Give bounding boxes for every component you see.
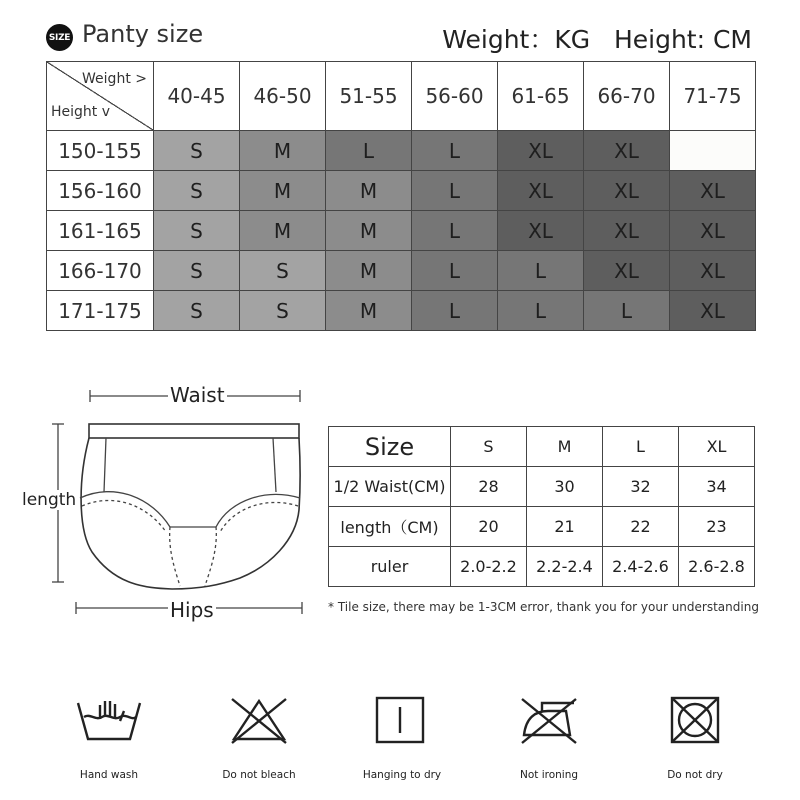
care-label: Do not bleach [222, 769, 296, 781]
care-label: Do not dry [667, 769, 723, 781]
measurement-cell: 34 [679, 467, 755, 507]
error-note: * Tile size, there may be 1-3CM error, thank you for your understanding [328, 600, 759, 614]
weight-range-header: 46-50 [240, 62, 326, 131]
care-item-hang-dry [347, 695, 457, 781]
care-label: Not ironing [519, 769, 579, 781]
measurement-label-cell: 1/2 Waist(CM) [329, 467, 451, 507]
size-cell: M [240, 131, 326, 171]
measurement-header-cell: XL [679, 427, 755, 467]
size-cell: L [412, 291, 498, 331]
measurement-cell: 2.4-2.6 [603, 547, 679, 587]
measurement-cell: 2.2-2.4 [527, 547, 603, 587]
measurement-cell: 30 [527, 467, 603, 507]
size-cell: M [326, 291, 412, 331]
size-chart-table [46, 61, 756, 331]
measurement-cell: 28 [451, 467, 527, 507]
waist-label: Waist [170, 383, 225, 407]
measurement-label-cell: length（CM) [329, 507, 451, 547]
size-cell [670, 131, 756, 171]
measurement-table [328, 426, 755, 587]
size-cell: L [412, 211, 498, 251]
size-cell: XL [498, 211, 584, 251]
size-chart-header-row [47, 62, 756, 131]
weight-range-header: 51-55 [326, 62, 412, 131]
size-cell: L [412, 131, 498, 171]
size-cell: XL [670, 211, 756, 251]
size-cell: L [498, 251, 584, 291]
size-cell: M [326, 211, 412, 251]
size-cell: L [412, 251, 498, 291]
size-cell: S [154, 211, 240, 251]
care-label: Hand wash [79, 769, 139, 781]
measurement-header-row [329, 427, 755, 467]
measurement-row [329, 547, 755, 587]
size-cell: M [326, 251, 412, 291]
height-range-cell: 150-155 [47, 131, 154, 171]
size-chart-row [47, 171, 756, 211]
size-cell: S [154, 131, 240, 171]
measurement-header-cell: Size [329, 427, 451, 467]
measurement-cell: 2.6-2.8 [679, 547, 755, 587]
size-cell: XL [584, 211, 670, 251]
measurement-label-cell: ruler [329, 547, 451, 587]
size-cell: XL [498, 131, 584, 171]
no-ironing-icon [514, 695, 584, 745]
size-cell: S [240, 291, 326, 331]
size-cell: S [154, 291, 240, 331]
hand-wash-icon [74, 695, 144, 745]
size-logo-icon [46, 24, 73, 51]
size-cell: S [154, 251, 240, 291]
care-item-do-not-bleach [204, 695, 314, 781]
size-cell: M [240, 211, 326, 251]
do-not-dry-icon [660, 695, 730, 745]
size-cell: M [240, 171, 326, 211]
measurement-cell: 20 [451, 507, 527, 547]
measurement-header-cell: S [451, 427, 527, 467]
size-chart-row [47, 131, 756, 171]
care-item-no-ironing [494, 695, 604, 781]
size-cell: L [412, 171, 498, 211]
weight-range-header: 66-70 [584, 62, 670, 131]
measurement-cell: 22 [603, 507, 679, 547]
measurement-header-cell: M [527, 427, 603, 467]
size-cell: XL [498, 171, 584, 211]
logo-text: SIZE [48, 32, 71, 43]
size-cell: XL [584, 131, 670, 171]
size-cell: L [584, 291, 670, 331]
height-range-cell: 171-175 [47, 291, 154, 331]
units-label: Weight：KG Height: CM [442, 25, 752, 54]
size-chart-row [47, 251, 756, 291]
height-range-cell: 161-165 [47, 211, 154, 251]
size-chart-row [47, 291, 756, 331]
size-cell: S [240, 251, 326, 291]
size-cell: S [154, 171, 240, 211]
size-cell: XL [670, 251, 756, 291]
size-cell: M [326, 171, 412, 211]
size-cell: XL [670, 291, 756, 331]
size-cell: L [498, 291, 584, 331]
height-range-cell: 156-160 [47, 171, 154, 211]
corner-height-label: Height v [51, 104, 111, 120]
corner-cell [47, 62, 154, 131]
size-cell: XL [584, 251, 670, 291]
weight-range-header: 56-60 [412, 62, 498, 131]
size-cell: XL [584, 171, 670, 211]
measurement-header-cell: L [603, 427, 679, 467]
hips-label: Hips [170, 598, 214, 622]
weight-range-header: 71-75 [670, 62, 756, 131]
weight-range-header: 61-65 [498, 62, 584, 131]
care-item-do-not-dry [640, 695, 750, 781]
measurement-cell: 23 [679, 507, 755, 547]
measurement-cell: 2.0-2.2 [451, 547, 527, 587]
corner-weight-label: Weight > [82, 71, 147, 87]
measurement-row [329, 467, 755, 507]
size-cell: L [326, 131, 412, 171]
measurement-row [329, 507, 755, 547]
measurement-cell: 32 [603, 467, 679, 507]
page-title: Panty size [82, 20, 204, 48]
height-range-cell: 166-170 [47, 251, 154, 291]
size-cell: XL [670, 171, 756, 211]
care-item-hand-wash [54, 695, 164, 781]
hang-dry-icon [367, 695, 437, 745]
weight-range-header: 40-45 [154, 62, 240, 131]
care-label: Hanging to dry [362, 769, 442, 781]
measurement-cell: 21 [527, 507, 603, 547]
length-label: length [22, 490, 77, 510]
do-not-bleach-icon [224, 695, 294, 745]
size-chart-row [47, 211, 756, 251]
